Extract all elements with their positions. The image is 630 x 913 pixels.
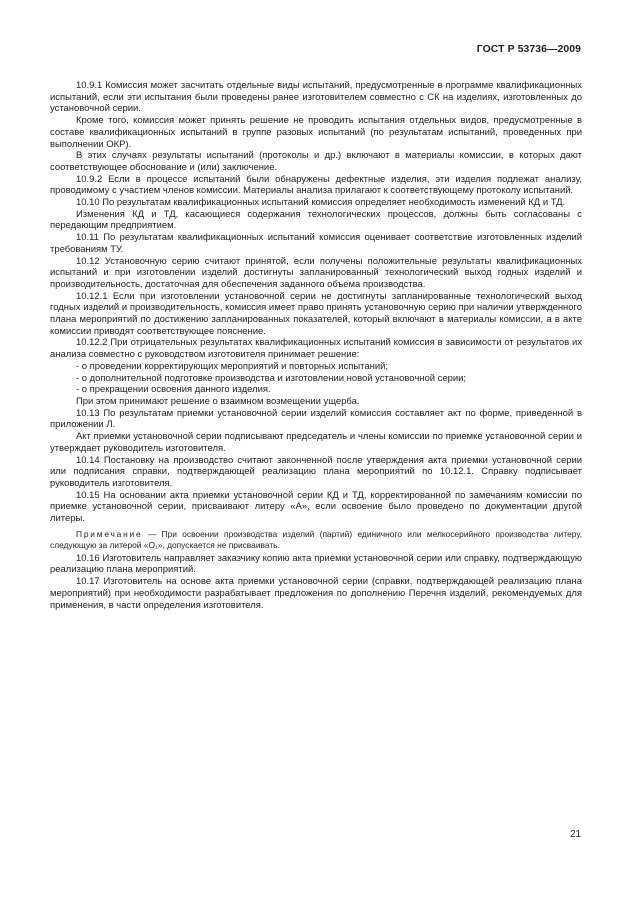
paragraph-10-11: 10.11 По результатам квалификационных испытаний комиссия оценивает соответствие изготовленных изделий требованиям ТУ. <box>50 232 582 255</box>
list-item: - о дополнительной подготовке производства и изготовлении новой установочной серии; <box>76 372 466 384</box>
paragraph-10-12-1: 10.12.1 Если при изготовлении установочной серии не достигнуты запланированные технологический выход годных изделий и производительность, комиссия имеет право принять установочную серию при наличии утвержденного плана мероприятий по достижению запланированных показателей, который включают в материалы комиссии, а в акте комиссии приводят соответствующее пояснение. <box>50 290 582 337</box>
paragraph-10-9-1: 10.9.1 Комиссия может засчитать отдельные виды испытаний, предусмотренные в программе квалификационных испытаний, если эти испытания были проведены ранее изготовителем совместно с СК на изделиях, изготовленных до установочной серии. <box>50 80 582 115</box>
paragraph: Изменения КД и ТД, касающиеся содержания технологических процессов, должны быть согласованы с передающим предприятием. <box>50 208 582 232</box>
page-number: 21 <box>570 829 581 840</box>
paragraph-10-13: 10.13 По результатам приемки установочной серии изделий комиссия составляет акт по форме, приведенной в приложении Л. <box>50 407 582 431</box>
paragraph-10-17: 10.17 Изготовитель на основе акта приемки установочной серии (справки, подтверждающей реализацию плана мероприятий) при необходимости разрабатывает предложения по дополнению Перечня изделий, рекомендуемых для применения, в части определения изготовителя. <box>50 576 582 611</box>
note-text: — При освоении производства изделий (партий) единичного или мелкосерийного производства литеру, следующую за литерой «О₁», допускается не присваивать. <box>50 528 582 550</box>
paragraph-10-9-2: 10.9.2 Если в процессе испытаний были обнаружены дефектные изделия, эти изделия подлежат анализу, проводимому с участием членов комиссии. Материалы анализа прилагают к соответствующему протоколу испытаний. <box>50 173 582 197</box>
paragraph: При этом принимают решение о взаимном возмещении ущерба. <box>76 395 360 407</box>
document-header: ГОСТ Р 53736—2009 <box>476 44 581 55</box>
paragraph-10-12-2: 10.12.2 При отрицательных результатах квалификационных испытаний комиссия в зависимости от результатов их анализа совместно с руководством изготовителя принимает решение: <box>50 337 582 361</box>
document-body <box>50 80 582 611</box>
paragraph-10-14: 10.14 Постановку на производство считают законченной после утверждения акта приемки установочной серии или подписания справки, подтверждающей реализацию плана мероприятий по 10.12.1. Справку подписывает руководитель изготовителя. <box>50 454 582 489</box>
paragraph: Кроме того, комиссия может принять решение не проводить испытания отдельных видов, предусмотренные в составе квалификационных испытаний в группе разовых испытаний (по результатам испытаний, проведенных при выполнении ОКР). <box>50 115 582 150</box>
paragraph-10-15: 10.15 На основании акта приемки установочной серии КД и ТД, корректированной по замечаниям комиссии по приемке установочной серии, присваивают литеру «А», если освоение было проведено по документации другой литеры. <box>50 489 582 525</box>
list-item: - о прекращении освоения данного изделия. <box>76 384 271 396</box>
paragraph-10-12: 10.12 Установочную серию считают принятой, если получены положительные результаты квалификационных испытаний и при изготовлении изделий достигнуты запланированный технологический выход годных изделий и производительность, достаточная для обеспечения заданного объема производства. <box>50 255 582 290</box>
note <box>50 529 582 551</box>
paragraph: В этих случаях результаты испытаний (протоколы и др.) включают в материалы комиссии, в которых дают соответствующее обоснование и (или) заключение. <box>50 150 582 173</box>
list-item: - о проведении корректирующих мероприятий и повторных испытаний; <box>76 360 388 372</box>
paragraph: Акт приемки установочной серии подписывают председатель и члены комиссии по приемке установочной серии и утверждает руководитель изготовителя. <box>50 431 582 454</box>
paragraph-10-16: 10.16 Изготовитель направляет заказчику копию акта приемки установочной серии или справку, подтверждающую реализацию плана мероприятий. <box>50 552 582 576</box>
note-label: Примечание <box>76 528 143 539</box>
paragraph-10-10: 10.10 По результатам квалификационных испытаний комиссия определяет необходимость изменений КД и ТД. <box>76 197 566 209</box>
